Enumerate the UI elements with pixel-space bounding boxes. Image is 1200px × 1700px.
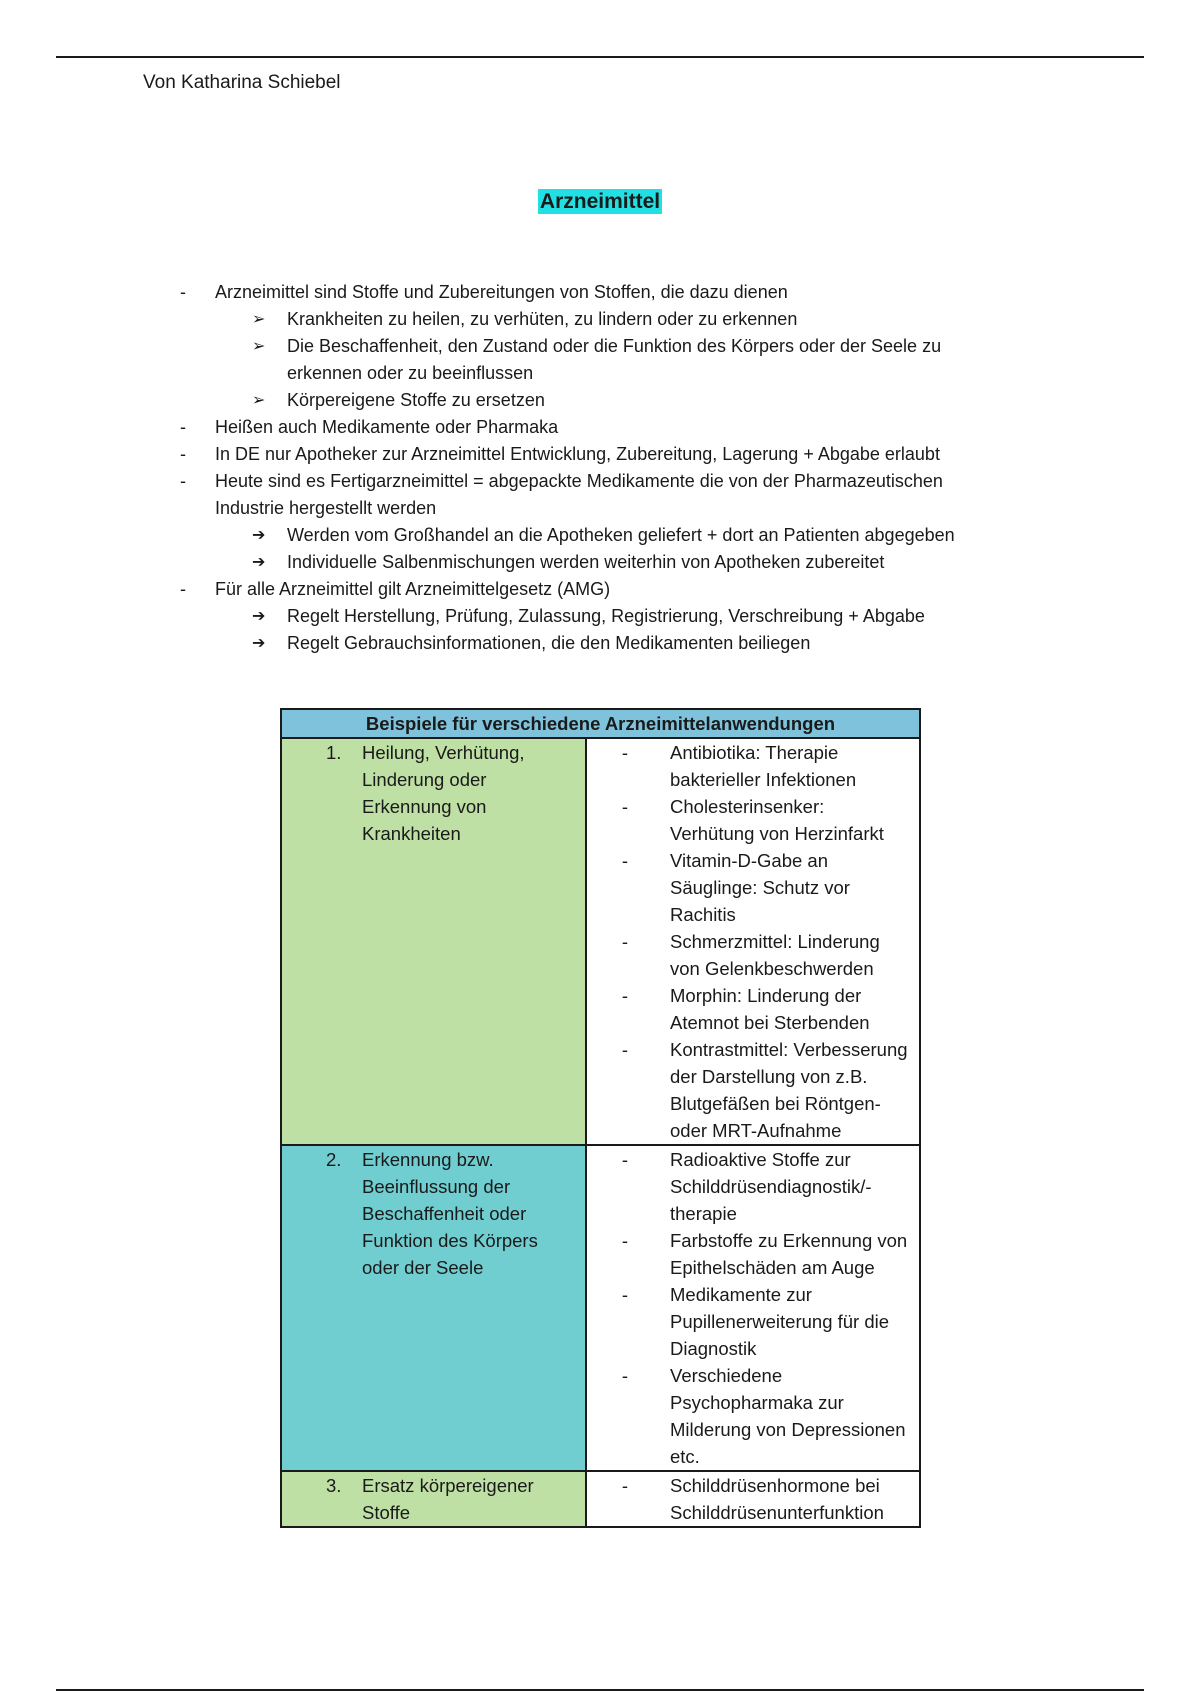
category-cell xyxy=(281,738,586,1145)
list-item: - Kontrastmittel: Verbesserung der Darstellung von z.B. Blutgefäßen bei Röntgen- oder MRT-Aufnahme xyxy=(587,1036,919,1144)
category-text: Heilung, Verhütung, Linderung oder Erkennung von Krankheiten xyxy=(362,742,525,844)
list-item: - Schilddrüsenhormone bei Schilddrüsenunterfunktion xyxy=(587,1472,919,1526)
bullet-dash: - xyxy=(180,579,186,599)
list-item: - Farbstoffe zu Erkennung von Epithelschäden am Auge xyxy=(587,1227,919,1281)
header-rule xyxy=(56,56,1144,58)
chevron-icon: ➢ xyxy=(252,311,266,328)
example-text: Verschiedene Psychopharmaka zur Milderung von Depressionen etc. xyxy=(670,1365,906,1467)
table-row xyxy=(281,738,920,1145)
examples-cell xyxy=(586,738,920,1145)
bullet-dash: - xyxy=(180,444,186,464)
example-text: Antibiotika: Therapie bakterieller Infektionen xyxy=(670,742,857,790)
category-text: Ersatz körpereigener Stoffe xyxy=(362,1475,534,1523)
category-cell xyxy=(281,1471,586,1527)
arrow-right-icon: ➔ xyxy=(252,554,266,571)
chevron-icon: ➢ xyxy=(252,392,266,409)
sub-bullet-text: Körpereigene Stoffe zu ersetzen xyxy=(287,390,545,410)
list-item: - Radioaktive Stoffe zur Schilddrüsendiagnostik/-therapie xyxy=(587,1146,919,1227)
list-item: - Vitamin-D-Gabe an Säuglinge: Schutz vor Rachitis xyxy=(587,847,919,928)
footer-rule xyxy=(56,1689,1144,1691)
example-text: Radioaktive Stoffe zur Schilddrüsendiagnostik/-therapie xyxy=(670,1149,872,1224)
table-header: Beispiele für verschiedene Arzneimittelanwendungen xyxy=(281,709,920,738)
arrow-right-icon: ➔ xyxy=(252,608,266,625)
list-item: - Morphin: Linderung der Atemnot bei Sterbenden xyxy=(587,982,919,1036)
bullet-text: Heute sind es Fertigarzneimittel = abgepackte Medikamente die von der Pharmazeutischen xyxy=(215,471,943,491)
title-block xyxy=(0,190,1200,214)
sub-bullet-text: Die Beschaffenheit, den Zustand oder die Funktion des Körpers oder der Seele zu xyxy=(287,336,942,356)
list-item: - Verschiedene Psychopharmaka zur Milderung von Depressionen etc. xyxy=(587,1362,919,1470)
example-text: Morphin: Linderung der Atemnot bei Sterbenden xyxy=(670,985,870,1033)
row-number: 3. xyxy=(326,1475,342,1496)
bullet-dash: - xyxy=(180,471,186,491)
chevron-icon: ➢ xyxy=(252,338,266,355)
arrow-right-icon: ➔ xyxy=(252,635,266,652)
example-text: Vitamin-D-Gabe an Säuglinge: Schutz vor Rachitis xyxy=(670,850,850,925)
document-title: Arzneimittel xyxy=(539,190,661,213)
example-text: Schilddrüsenhormone bei Schilddrüsenunterfunktion xyxy=(670,1475,884,1523)
table-row xyxy=(281,1145,920,1471)
row-number: 1. xyxy=(326,742,342,763)
bullet-text: Industrie hergestellt werden xyxy=(215,498,437,518)
category-cell xyxy=(281,1145,586,1471)
sub-bullet-text: Werden vom Großhandel an die Apotheken geliefert + dort an Patienten abgegeben xyxy=(287,525,955,545)
sub-bullet-text: Regelt Gebrauchsinformationen, die den Medikamenten beiliegen xyxy=(287,633,811,653)
bullet-text: Für alle Arzneimittel gilt Arzneimittelgesetz (AMG) xyxy=(215,579,611,599)
list-item: - Schmerzmittel: Linderung von Gelenkbeschwerden xyxy=(587,928,919,982)
list-item: - Antibiotika: Therapie bakterieller Infektionen xyxy=(587,739,919,793)
author-line: Von Katharina Schiebel xyxy=(143,72,341,93)
bullet-dash: - xyxy=(180,417,186,437)
bullet-text: In DE nur Apotheker zur Arzneimittel Entwicklung, Zubereitung, Lagerung + Abgabe erlaubt xyxy=(215,444,940,464)
list-item: - Medikamente zur Pupillenerweiterung für die Diagnostik xyxy=(587,1281,919,1362)
sub-bullet-text: Krankheiten zu heilen, zu verhüten, zu lindern oder zu erkennen xyxy=(287,309,798,329)
example-text: Medikamente zur Pupillenerweiterung für die Diagnostik xyxy=(670,1284,890,1359)
bullet-text: Arzneimittel sind Stoffe und Zubereitungen von Stoffen, die dazu dienen xyxy=(215,282,788,302)
category-text: Erkennung bzw. Beeinflussung der Beschaffenheit oder Funktion des Körpers oder der Seele xyxy=(362,1149,538,1278)
table-row xyxy=(281,1471,920,1527)
arrow-right-icon: ➔ xyxy=(252,527,266,544)
examples-table xyxy=(280,708,921,1528)
example-text: Schmerzmittel: Linderung von Gelenkbeschwerden xyxy=(670,931,880,979)
sub-bullet-text: Individuelle Salbenmischungen werden weiterhin von Apotheken zubereitet xyxy=(287,552,885,572)
examples-cell xyxy=(586,1471,920,1527)
example-text: Kontrastmittel: Verbesserung der Darstellung von z.B. Blutgefäßen bei Röntgen- oder MRT-Aufnahme xyxy=(670,1039,908,1141)
sub-bullet-text: Regelt Herstellung, Prüfung, Zulassung, Registrierung, Verschreibung + Abgabe xyxy=(287,606,925,626)
example-text: Cholesterinsenker: Verhütung von Herzinfarkt xyxy=(670,796,884,844)
example-text: Farbstoffe zu Erkennung von Epithelschäden am Auge xyxy=(670,1230,908,1278)
row-number: 2. xyxy=(326,1149,342,1170)
bullet-dash: - xyxy=(180,282,186,302)
sub-bullet-text: erkennen oder zu beeinflussen xyxy=(287,363,534,383)
bullet-text: Heißen auch Medikamente oder Pharmaka xyxy=(215,417,559,437)
examples-cell xyxy=(586,1145,920,1471)
list-item: - Cholesterinsenker: Verhütung von Herzinfarkt xyxy=(587,793,919,847)
